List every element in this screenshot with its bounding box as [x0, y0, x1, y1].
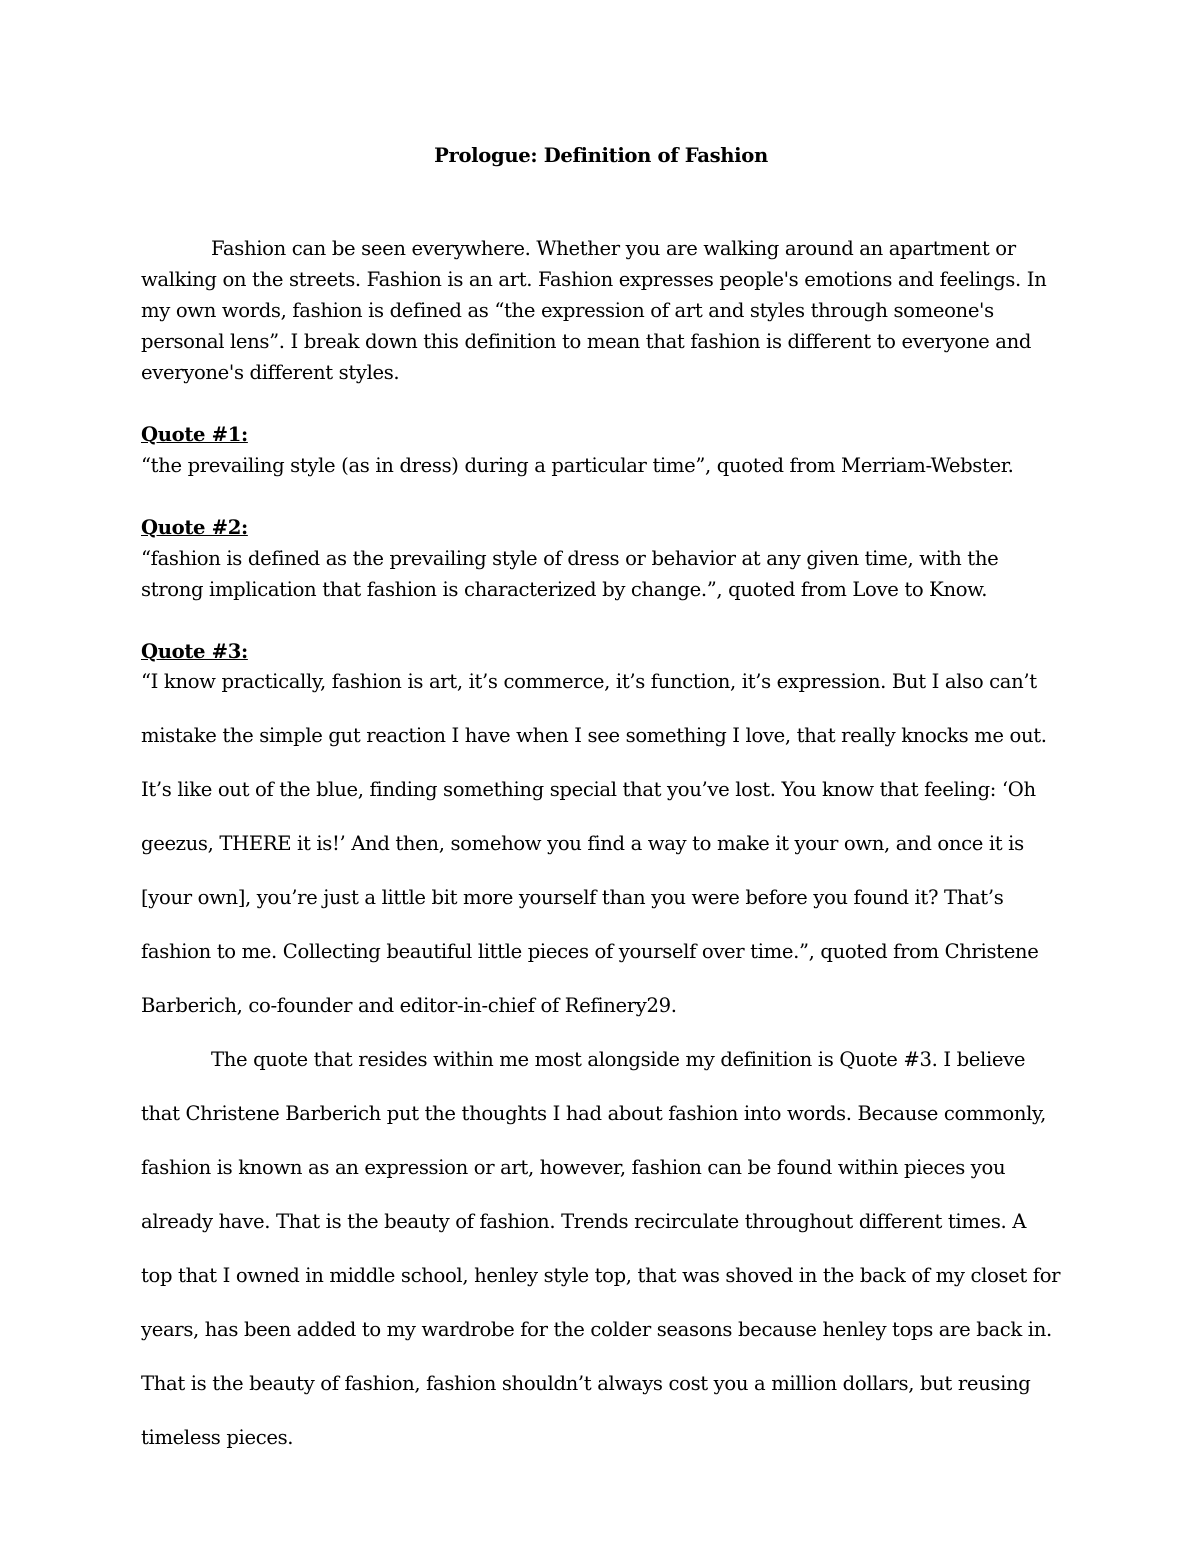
- closing-paragraph: The quote that resides within me most alongside my definition is Quote #3. I believe that Christene Barberich put the thoughts I had about fashion into words. Because commonly, fashion is known as an expression or art, however, fashion can be found within pieces you already have. That is the beauty of fashion. Trends recirculate throughout different times. A top that I owned in middle school, henley style top, that was shoved in the back of my closet for years, has been added to my wardrobe for the colder seasons because henley tops are back in. That is the beauty of fashion, fashion shouldn’t always cost you a million dollars, but reusing timeless pieces.: [141, 1048, 1061, 1449]
- intro-paragraph: Fashion can be seen everywhere. Whether you are walking around an apartment or walking on the streets. Fashion is an art. Fashion expresses people's emotions and feelings. In my own words, fashion is defined as “the expression of art and styles through someone's personal lens”. I break down this definition to mean that fashion is different to everyone and everyone's different styles.: [141, 237, 1047, 384]
- spacer: [141, 605, 1061, 636]
- document-title: Prologue: Definition of Fashion: [434, 144, 768, 167]
- quote-3-text: “I know practically, fashion is art, it’s commerce, it’s function, it’s expression. But I also can’t mistake the simple gut reaction I have when I see something I love, that really knocks me out. It’s like out of the blue, finding something special that you’ve lost. You know that feeling: ‘Oh geezus, THERE it is!’ And then, somehow you find a way to make it your own, and once it is [your own], you’re just a little bit more yourself than you were before you found it? That’s fashion to me. Collecting beautiful little pieces of yourself over time.”, quoted from Christene Barberich, co-founder and editor-in-chief of Refinery29.: [141, 670, 1047, 1017]
- spacer: [141, 388, 1061, 419]
- quote-3-heading: Quote #3:: [141, 640, 248, 663]
- quote-1-heading: Quote #1:: [141, 423, 248, 446]
- document-body: [141, 140, 1061, 1465]
- quote-1-text: “the prevailing style (as in dress) during a particular time”, quoted from Merriam-Webster.: [141, 454, 1014, 477]
- quote-2-heading: Quote #2:: [141, 516, 248, 539]
- quote-2-text: “fashion is defined as the prevailing style of dress or behavior at any given time, with the strong implication that fashion is characterized by change.”, quoted from Love to Know.: [141, 547, 999, 601]
- spacer: [141, 481, 1061, 512]
